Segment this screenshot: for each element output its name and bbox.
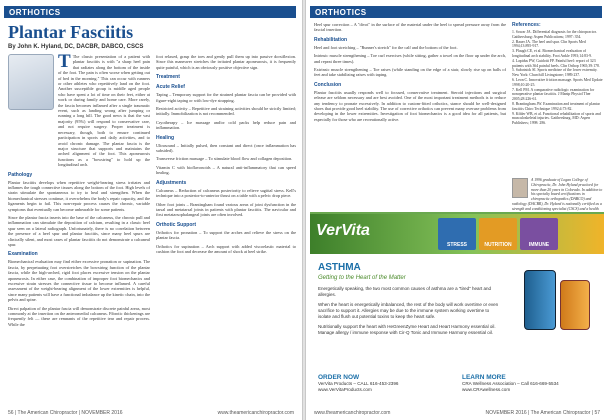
paragraph: Restricted activity – Repetitive and straining activities should be strictly limited; initially. Immobilization is not recommended. [156,106,296,117]
ad-learn-link[interactable]: www.CRAwellness.com [462,387,511,392]
article-column-2 [156,54,296,406]
heading-healing: Healing [156,134,175,141]
heading-pathology: Pathology [8,171,33,178]
paragraph: Plantar fasciitis develops when repetitive weight-bearing stress irritates and inflames the tough connective tissues along the bottom of the foot. High levels of strain stimulate the spontaneous to try to heal and strengthen. When the biomechanical stresses continue, it overwhelms the body's repair capacity, and the ligaments begin to fail. This non-repair process causes the chronic, variable symptoms that eventually can become unbearable for some patients. [8,179,150,212]
reference-item: 3. Plaugh CE, et al. Biomechanical evaluation of longitudinal arch stability. Foot Ankle 1993;14:83-9. [512,49,593,58]
article-intro: The classic presentation of a patient with plantar fasciitis is with "a sharp heel pain that radiates along the bottom of the inside of the foot. The pain is often worse when getting out of bed in the morning." This can occur with runners or other athletes who repetitively land on the foot. Another susceptible group is middle aged people who have spent a lot of time on their feet, either at work or during family and home care. More rarely, the fascia becomes inflamed after a single traumatic event, such as landing wrong after jumping or running a long hill. The good news is that the vast majority (95%) will respond to conservative care, and not require surgery. Proper treatment is necessary, though, both to ensure continued participation in sports and daily activities, and to avoid chronic damage. The plantar fascia is the major structure that supports and maintains the arched alignment of the foot. This aponeurosis functions as a "bowstring" to hold up the longitudinal arch. [58,54,150,168]
product-oil-image [560,280,590,330]
vervita-advertisement[interactable] [310,212,604,410]
paragraph: Extrinsic muscle strengthening – Toe raises (while standing on the edge of a stair, slowly rise up on balls of feet and take stabilizing raises with taping. [314,67,506,78]
paragraph: Since the plantar fascia inserts into the base of the calcaneus, the chronic pull and inflammation can stimulate the deposition of calcium, resulting in a classic heel spur seen on a lateral radiograph. Unfortunately, there is no correlation between the presence of a heel spur and plantar fasciitis, since many heel spurs are clinically silent, and most cases of plantar fasciitis do not demonstrate a calcaneal spur. [8,214,150,247]
ad-banner [310,214,604,254]
paragraph: Other foot joints – Brantingham found various areas of joint dysfunction in the tarsal and metatarsal joints in patients with plantar fasciitis. The navicular and first metatarsophalangeal joints are often involved. [156,201,296,218]
heading-treatment: Treatment [156,74,180,81]
ad-paragraph: Energetically speaking, the two most common causes of asthma are a "tired" heart and allergies. [318,286,492,297]
ad-paragraph: Nutritionally support the heart with HeGreenZyme Heart and Heart Harmony essential oil. Manage allergy / immune response with Cir-Q Tonic and Immune Harmony essential oil. [318,324,496,335]
ad-order-link[interactable]: www.VerVitaProducts.com [318,387,372,392]
author-bio-text: A 1996 graduate of Logan College of Chiropractic, Dr. John Hyland practiced for more than 20 years in Colorado. In addition to his specialty board certifications in chiropractic orthopedics (DABCO) and radiology (DACBR), Dr. Hyland is nationally certified as a strength and conditioning specialist (CSCS) and a health [512,178,603,211]
paragraph: Vitamin C with bioflavonoids – A natural anti-inflammatory that can speed healing. [156,164,296,176]
article-title: Plantar Fasciitis [8,22,134,42]
paragraph: Taping – Temporary support for the strained plantar fascia can be provided with figure-eight taping or with low-dye strapping. [156,92,296,103]
ad-learn-title: LEARN MORE [462,374,506,381]
reference-item: 2. Bauer JA. The heel and spur. Clin Sports Med 1994;13:895-917. [512,39,586,49]
page-footer-right: NOVEMBER 2016 | The American Chiropractor | 57 [485,410,600,416]
ad-order-phone: VerVita Products – CALL 616-453-2396 [318,381,399,386]
left-page [0,0,302,420]
paragraph: foot relaxed, grasp the toes and gently pull them up into passive dorsiflexion. Since this maneuver stretches the irritated plantar aponeurosis, it is frequently quite painful, which is an obviously positive objective sign. [156,54,296,70]
article-byline: By John K. Hyland, DC, DACBR, DABCO, CSCS [8,44,144,50]
section-header: ORTHOTICS [4,6,296,18]
heading-adjustments: Adjustments [156,179,187,186]
heading-orthotic-support: Orthotic Support [156,221,196,228]
reference-item: 4. Lapidus PW, Guidotti FP. Painful heel: report of 323 patients with 364 painful heels. Clin Orthop 1965;39:178. [512,58,600,68]
page-footer-url: www.theamericanchiropractor.com [217,410,294,416]
article-column-1: T The classic presentation of a patient with plantar fasciitis is with "a sharp heel pain that radiates along the bottom of the inside of the foot. The pain is often worse when getting out of bed in the morning." This can occur with runners or other athletes who repetitively land on the foot. Another susceptible group is middle aged people who have spent a lot of time on their feet, either at work or during family and home care. More rarely, the fascia becomes inflamed after a single traumatic event, such as landing wrong after jumping or running a long hill. The good news is that the vast majority (95%) will respond to conservative care, and not require surgery. Proper treatment is necessary, though, both to ensure continued participation in sports and daily activities, and to avoid chronic damage. The plantar fascia is the major structure that supports and maintains the arched alignment of the foot. This aponeurosis functions as a "bowstring" to hold up the longitudinal arch. Pathology Plantar fasciitis develops when repetitive weight-bearing stress irritates and inflames the tough connective tissues along the bottom of the foot. High levels of strain stimulate the spontaneous to try to heal and strengthen. When the biomechanical stresses continue, it overwhelms the body's repair capacity, and the ligaments begin to fail. This non-repair process causes the chronic, variable symptoms that eventually can become unbearable for some patients. Since the plantar fascia inserts into the base of the calcaneus, the chronic pull and inflammation can stimulate the deposition of calcium, resulting in a classic heel spur seen on a lateral radiograph. Unfortunately, there is no correlation between the presence of a heel spur and plantar fasciitis, since many heel spurs are clinically silent, and most cases of plantar fasciitis do not demonstrate a calcaneal spur. Examination Biomechanical evaluation may find either excessive pronation or supination. The fascia, by perpetuating foot overstretches the bowstring function of the plantar fascia, while the high-arched, rigid foot places excessive tension on the plantar aponeurosis. In either case, the combination of improper foot biomechanics and excessive strain stresses the connective tissue to become inflamed. A careful assessment of the weight-bearing alignment of the lower extremities is helpful, since many patients will have a functional imbalance up the kinetic chain, into the pelvis and spine. Direct palpation of the plantar fascia will demonstrate discrete painful areas, most commonly at the insertion on the anteromedial calcaneus. Fibrotic thickenings are frequently felt — these are remnants of the repetitive tear and repair process. While the [8,54,150,327]
ad-learn-phone: CRA Wellness Association – Call 616-669-5534 [462,381,559,386]
paragraph: Intrinsic muscle strengthening – Toe curl exercises (while sitting, gather a towel on the floor up under the arch, and repeat three times). [314,53,506,64]
right-page [306,0,608,420]
section-header: ORTHOTICS [310,6,602,18]
paragraph: Ultrasound – Initially pulsed, then constant and direct (once inflammation has subsided). [156,142,296,154]
reference-item: 1. Sowar JA. Differential diagnosis for the chiropractor. Gaithersburg: Aspen Publications; 1997: 354. [512,30,597,39]
ad-order-title: ORDER NOW [318,374,360,381]
paragraph: Plantar fasciitis usually responds well to focused, conservative treatment. Steroid injections and surgical release are seldom necessary and are best avoided. One of the most important treatment methods is to reduce any tendency to pronate excessively. In addition to custom-fitted orthotics, stance should be well-designed shoes that provide good heel stability. The use of corrective orthotics can prevent many overuse problems from developing in the lower extremities. Investigation of foot biomechanics is a good idea for all patients, but especially for those who are recreationally active. [314,89,506,122]
page-footer-left: 56 | The American Chiropractor | NOVEMBER 2016 [8,410,123,416]
reference-item: 8. Brantingham JW. Examination and treatment of plantar fasciitis Chiro Technique 1992;4:73-82. [512,101,600,111]
article-continued-column [314,22,506,208]
ad-tile-nutrition: NUTRITION [479,218,517,250]
paragraph: Calcaneus – Reduction of calcaneus posteriority to relieve sagittal stress. Kell's technique into a posterior-to-anterior thrust on a table with a pelvic drop piece. [156,187,296,199]
paragraph: Transverse friction massage – To stimulate blood flow and collagen deposition. [156,156,293,162]
reference-item: 9. Kibler WB, et al. Functional rehabilitation of sports and musculoskeletal injuries. Gaithersburg, MD: Aspen Publishers; 1998: 286. [512,111,601,126]
ad-paragraph: When the heart is energetically imbalanced, the rest of the body will work overtime or even sacrifice to support it. Allergies may be due to the immune system working overtime to isolate and flush out potential toxins to keep the heart safe. [318,302,499,319]
heading-examination: Examination [8,251,38,258]
author-photo [512,178,528,198]
product-bottle-image [524,270,556,330]
paragraph: Cryotherapy – Ice massage and/or cold packs help reduce pain and inflammation. [156,119,296,131]
paragraph: Biomechanical evaluation may find either excessive pronation or supination. The fascia, by perpetuating foot overstretches the bowstring function of the plantar fascia, while the high-arched, rigid foot places excessive tension on the plantar aponeurosis. In either case, the combination of improper foot biomechanics and excessive strain stresses the connective tissue to become inflamed. A careful assessment of the weight-bearing alignment of the lower extremities is helpful, since many patients will have a functional imbalance up the kinetic chain, into the pelvis and spine. [8,259,150,303]
ad-body [318,286,502,340]
reference-item: 5. Subotnick SI. Sports medicine of the lower extremity. New York: Churchill Livingstone; 1989:237. [512,68,598,78]
ad-subheading: Getting to the Heart of the Matter [318,275,406,281]
paragraph: Orthotics for supination – Arch support with added viscoelastic material to cushion the foot and decrease the amount of shock at heel strike. [156,243,296,254]
paragraph: Heel spur correction – A "divot" in the surface of the material under the heel to spread pressure away from the fascial insertion. [314,22,506,33]
ad-tile-stress: STRESS [438,218,476,250]
paragraph: Orthotics for pronation – To support the arches and relieve the stress on the plantar fascia. [156,229,296,241]
vervita-logo: VerVita [316,222,370,239]
reference-item: 6. Leon C. Innovative friction massage. Sports Med Update 1998;10:20-25. [512,77,603,87]
heading-rehabilitation: Rehabilitation [314,36,348,43]
ad-order-block[interactable] [318,374,458,393]
paragraph: Heel and foot stretching – "Runner's stretch" for the calf and the bottom of the foot. [314,44,458,50]
ad-learn-block[interactable] [462,374,602,393]
ad-heading: ASTHMA [318,262,361,273]
ad-tile-immune: IMMUNE [520,218,558,250]
references-title: References: [512,22,541,28]
page-footer-url: www.theamericanchiropractor.com [314,410,391,416]
reference-item: 7. Kell PM. A comparative radiologic examination for nonoperative plantar fasciitis. J Manip Physiol Ther 2005;28:226-61. [512,87,595,102]
paragraph: Direct palpation of the plantar fascia will demonstrate discrete painful areas, most commonly at the insertion on the anteromedial calcaneus. Fibrotic thickenings are frequently felt — these are remnants of the repetitive tear and repair process. While the [8,305,150,327]
heading-conclusion: Conclusion [314,81,342,88]
references-list [512,22,604,126]
heading-acute-relief: Acute Relief [156,84,185,91]
ad-category-tiles [438,218,558,250]
